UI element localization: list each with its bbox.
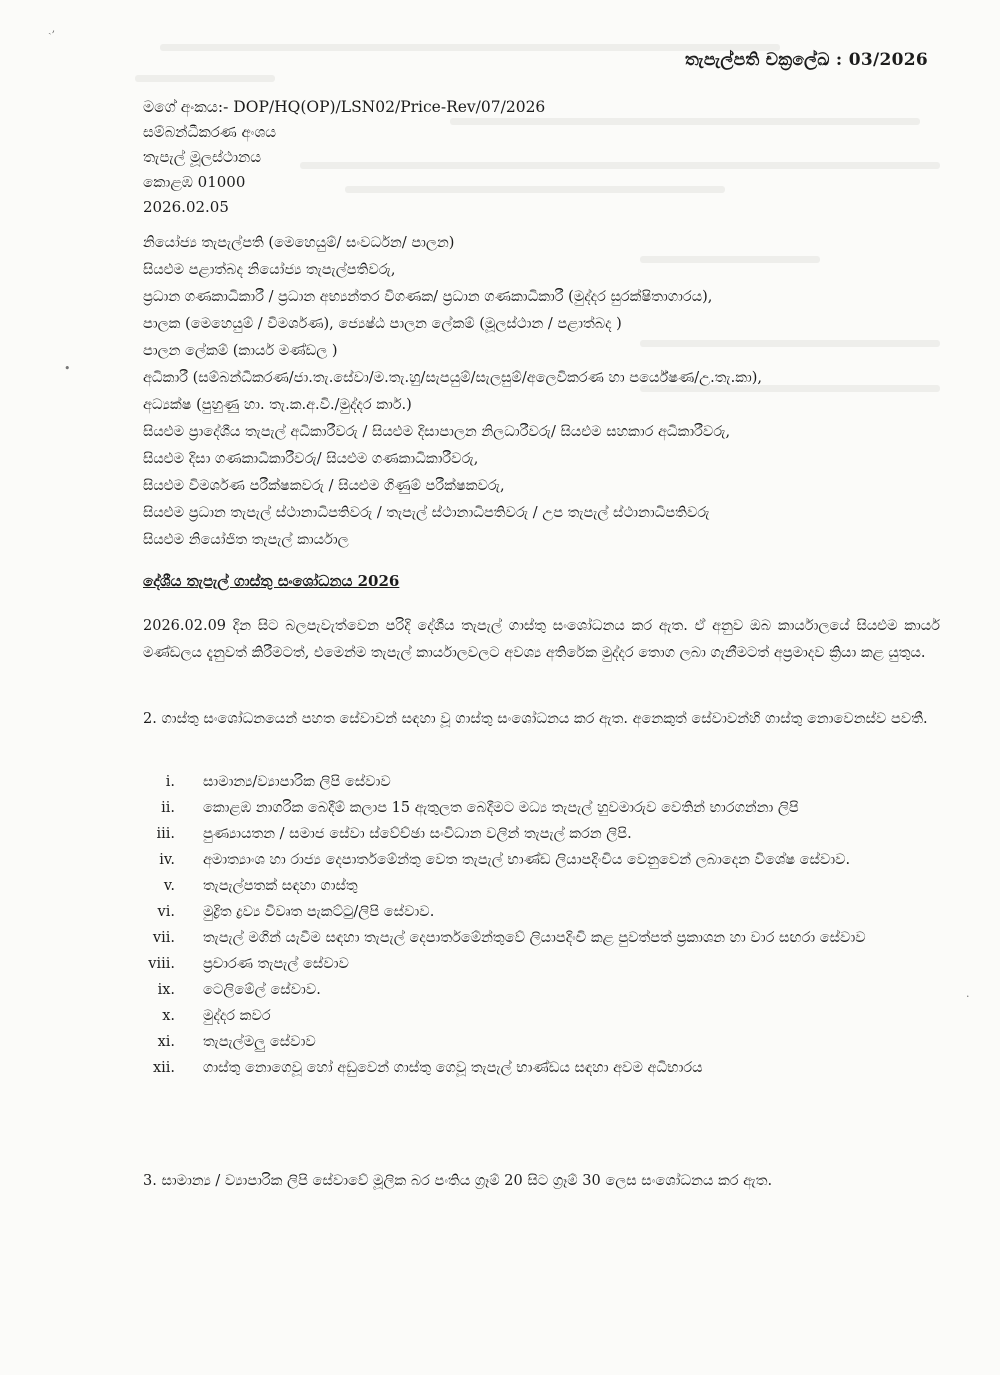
list-number: iv. xyxy=(159,852,175,868)
reference-number: මගේ අංකය:- DOP/HQ(OP)/LSN02/Price-Rev/07/2026 xyxy=(143,98,546,116)
list-number: x. xyxy=(162,1008,175,1024)
list-text: ටෙලිමේල් සේවාව. xyxy=(203,982,321,998)
paragraph-3: 3. සාමාන්‍ය / ව්‍යාපාරික ලිපි සේවාවේ මූලික බර පංතිය ග්‍රෑම් 20 සිට ග්‍රෑම් 30 ලෙස සංශෝධනය කර ඇත. xyxy=(143,1173,773,1189)
paragraph-2: 2. ගාස්තු සංශෝධනයෙන් පහත සේවාවන් සඳහා වූ ගාස්තු සංශෝධනය කර ඇත. අනෙකුත් සේවාවන්හි ගාස්තු නොවෙනස්ව පවතී. xyxy=(143,711,928,727)
list-number: xi. xyxy=(157,1034,175,1050)
list-item xyxy=(130,978,945,1003)
list-text: සාමාන්‍ය/ව්‍යාපාරික ලිපි සේවාව xyxy=(203,774,391,790)
list-item xyxy=(130,900,945,925)
list-text: මුද්දර කවර xyxy=(203,1008,271,1024)
list-text: මුද්‍රිත ද්‍රව්‍ය විවෘත පැකට්ටු/ලිපි සේවාව. xyxy=(203,904,435,920)
list-number: v. xyxy=(163,878,175,894)
recipient-list xyxy=(143,230,943,554)
list-item xyxy=(130,1056,945,1081)
list-text: කොළඹ නාගරික බෙදීම් කලාප 15 ඇතුලත බෙදීමට මධ්‍ය තැපැල් හුවමාරුව වෙතින් භාරගන්නා ලිපි xyxy=(203,800,799,816)
list-number: vi. xyxy=(157,904,175,920)
list-text: පුණ්‍යායතන / සමාජ සේවා ස්වේච්ඡා සංවිධාන වලින් තැපැල් කරන ලිපි. xyxy=(203,826,632,842)
list-item xyxy=(130,1004,945,1029)
scan-mark: ˎ‚ xyxy=(48,22,56,35)
sender-department: සම්බන්ධීකරණ අංශය xyxy=(143,123,277,141)
sender-block xyxy=(143,95,545,220)
list-number: i. xyxy=(165,774,175,790)
recipient-line: සියළුම ප්‍රාදේශීය තැපැල් අධිකාරීවරු / සියළුම දිසාපාලන නිලධාරීවරු/ සියළුම සහකාර අධිකාරීවරු, xyxy=(143,424,731,440)
list-item xyxy=(130,770,945,795)
scan-dot: · xyxy=(966,990,970,1003)
list-number: ix. xyxy=(157,982,175,998)
sender-city: කොළඹ 01000 xyxy=(143,173,246,191)
recipient-line: අධිකාරී (සම්බන්ධීකරණ/ජා.තැ.සේවා/ම.තැ.හු/සැපයුම්/සැලසුම්/අලෙවිකරණ හා පර්යේෂණ/උ.තැ.කා), xyxy=(143,370,763,386)
list-item xyxy=(130,822,945,847)
letter-date: 2026.02.05 xyxy=(143,198,229,216)
list-text: තැපැල්මලු සේවාව xyxy=(203,1034,316,1050)
list-item xyxy=(130,926,945,951)
recipient-line: පාලක (මෙහෙයුම් / විමර්ශණ), ජ්‍යෙෂ්ඨ පාලන ලේකම් (මූලස්ථාන / පළාත්බද ) xyxy=(143,316,622,332)
list-text: ප්‍රචාරණ තැපැල් සේවාව xyxy=(203,956,349,972)
list-text: ගාස්තු නොගෙවූ හෝ අඩුවෙන් ගාස්තු ගෙවූ තැපැල් භාණ්ඩය සඳහා අවම අධිභාරය xyxy=(203,1060,703,1076)
recipient-line: ප්‍රධාන ගණකාධිකාරී / ප්‍රධාන අභ්‍යන්තර විගණක/ ප්‍රධාන ගණකාධිකාරී (මුද්දර සුරක්ෂිතාගාරය), xyxy=(143,289,713,305)
recipient-line: අධ්‍යක්ෂ (පුහුණු හා. තැ.ක.අ.වි./මුද්දර කාර්.) xyxy=(143,397,412,413)
recipient-line: නියෝජ්‍ය තැපැල්පති (මෙහෙයුම්/ සංවර්ධන/ පාලන) xyxy=(143,235,455,251)
services-list xyxy=(130,770,945,1082)
recipient-line: පාලන ලේකම් (කාර්ය මණ්ඩල ) xyxy=(143,343,338,359)
bleed-through-mark xyxy=(135,75,275,82)
list-number: ii. xyxy=(161,800,175,816)
list-item xyxy=(130,848,945,873)
recipient-line: සියළුම පළාත්බද නියෝජ්‍ය තැපැල්පතිවරු, xyxy=(143,262,396,278)
list-number: vii. xyxy=(152,930,175,946)
circular-number: තැපැල්පති චක්‍රලේඛ : 03/2026 xyxy=(684,50,928,70)
list-number: viii. xyxy=(148,956,175,972)
subject-heading: දේශීය තැපැල් ගාස්තු සංශෝධනය 2026 xyxy=(143,572,400,590)
sender-headquarters: තැපැල් මූලස්ථානය xyxy=(143,148,261,166)
recipient-line: සියළුම ප්‍රධාන තැපැල් ස්ථානාධිපතිවරු / තැපැල් ස්ථානාධිපතිවරු / උප තැපැල් ස්ථානාධිපතිවරු xyxy=(143,505,710,521)
list-number: xii. xyxy=(152,1060,175,1076)
paragraph-intro: 2026.02.09 දින සිට බලපැවැත්වෙන පරිදි දේශීය තැපැල් ගාස්තු සංශෝධනය කර ඇත. ඒ අනුව ඔබ කාර්යාලයේ සියළුම කාර්ය මණ්ඩලය දැනුවත් කිරීමටත්, එමෙන්ම තැපැල් කාර්යාලවලට අවශ්‍ය අතිරේක මුද්දර තොග ලබා ගැනීමටත් අප්‍රමාදව ක්‍රියා කළ යුතුය. xyxy=(143,618,940,661)
recipient-line: සියළුම නියෝජිත තැපැල් කාර්යාල xyxy=(143,532,349,548)
list-text: තැපැල් මගින් යැවීම සඳහා තැපැල් දෙපාර්තමේන්තුවේ ලියාපදිංචි කළ පුවත්පත් ප්‍රකාශන හා වාර සඟරා සේවාව xyxy=(203,930,866,946)
list-item xyxy=(130,874,945,899)
recipient-line: සියළුම දිසා ගණකාධිකාරීවරු/ සියළුම ගණකාධිකාරීවරු, xyxy=(143,451,479,467)
list-number: iii. xyxy=(156,826,175,842)
list-item xyxy=(130,796,945,821)
recipient-line: සියළුම විමර්ශණ පරීක්ෂකවරු / සියළුම ගිණුම් පරීක්ෂකවරු, xyxy=(143,478,505,494)
scan-dot: • xyxy=(64,362,71,375)
list-item xyxy=(130,1030,945,1055)
list-item xyxy=(130,952,945,977)
list-text: තැපැල්පතක් සඳහා ගාස්තු xyxy=(203,878,358,894)
list-text: අමාත්‍යාංශ හා රාජ්‍ය දෙපාර්තමේන්තු වෙත තැපැල් භාණ්ඩ ලියාපදිංචිය වෙනුවෙන් ලබාදෙන විශේෂ සේවාව. xyxy=(203,852,851,868)
